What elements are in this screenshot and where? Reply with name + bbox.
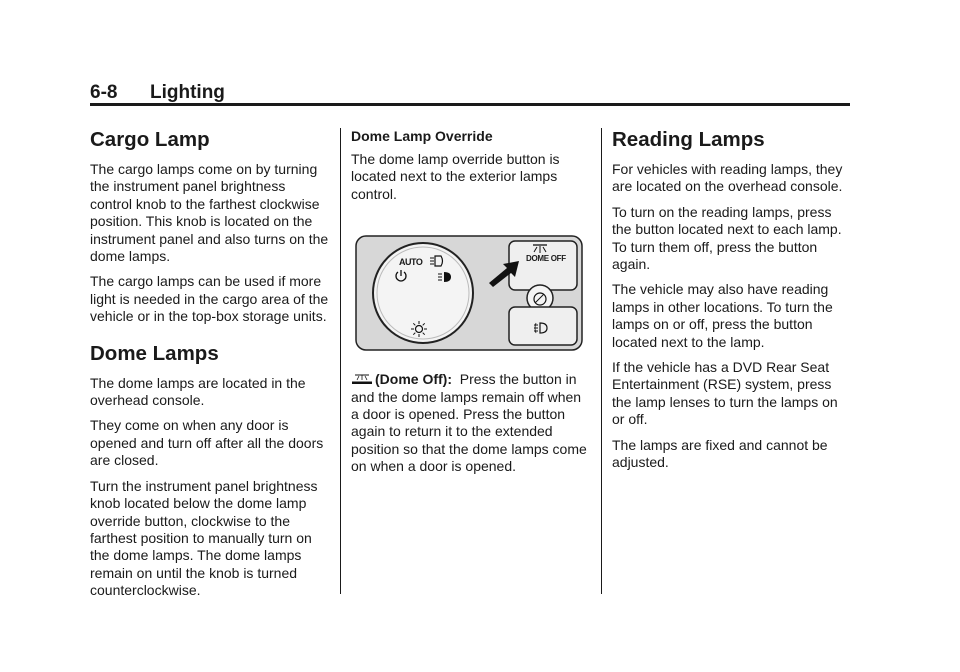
column-right: [612, 128, 852, 480]
cargo-lamp-heading: Cargo Lamp: [90, 128, 210, 151]
reading-lamps-paragraph: The vehicle may also have reading lamps in other locations. To turn the lamps on or off, press the button located next to the lamp.: [612, 281, 833, 350]
column-divider: [601, 128, 602, 594]
lighting-control-figure: [351, 211, 591, 361]
brightness-sun-icon: [411, 321, 427, 337]
front-fog-lamp-icon: [533, 321, 549, 335]
dome-off-icon: [351, 373, 373, 385]
cargo-lamp-paragraph: The cargo lamps come on by turning the instrument panel brightness control knob to the farthest clockwise position. This knob is located on the instrument panel and also turns on the dome lamps.: [90, 161, 329, 265]
dome-override-intro: The dome lamp override button is located next to the exterior lamps control.: [351, 151, 560, 202]
header-rule: [90, 103, 850, 106]
dome-lamp-icon: [532, 242, 548, 254]
reading-lamps-paragraph: For vehicles with reading lamps, they are located on the overhead console.: [612, 161, 843, 195]
column-divider: [340, 128, 341, 594]
page-number: 6-8: [90, 82, 118, 103]
arrow-icon: [487, 259, 521, 287]
cargo-lamp-paragraph: The cargo lamps can be used if more light is needed in the cargo area of the vehicle or in the top-box storage units.: [90, 273, 329, 325]
section-title: Lighting: [150, 82, 225, 103]
column-middle: [351, 128, 591, 484]
reading-lamps-heading: Reading Lamps: [612, 128, 765, 151]
dome-lamps-paragraph: Turn the instrument panel brightness knob located below the dome lamp override button, clockwise to the farthest position to manually turn on the dome lamps. The dome lamps remain on until the knob is turned counterclockwise.: [90, 477, 318, 599]
dome-lamps-heading: Dome Lamps: [90, 341, 219, 365]
dome-off-description: [351, 371, 591, 475]
dome-off-text: Press the button in and the dome lamps remain off when a door is opened. Press the button again to return it to the extended position so that the dome lamps come on when a door is opened.: [351, 371, 587, 475]
dome-lamps-paragraph: They come on when any door is opened and turn off after all the doors are closed.: [90, 417, 324, 469]
dome-lamps-paragraph: The dome lamps are located in the overhead console.: [90, 374, 306, 409]
dome-off-label-inline: (Dome Off):: [375, 371, 452, 388]
reading-lamps-paragraph: The lamps are fixed and cannot be adjusted.: [612, 436, 828, 471]
headlamp-icon: [437, 271, 453, 283]
power-icon: [394, 269, 408, 283]
column-left: [90, 128, 330, 608]
reading-lamps-paragraph: If the vehicle has a DVD Rear Seat Entertainment (RSE) system, press the lamp lenses to turn the lamps on or off.: [612, 359, 838, 428]
fog-lamp-icon: [429, 255, 445, 267]
dome-override-heading: Dome Lamp Override: [351, 128, 493, 144]
dome-off-label: DOME OFF: [526, 254, 566, 264]
dimmer-thumbwheel-icon: [531, 290, 549, 308]
reading-lamps-paragraph: To turn on the reading lamps, press the button located next to each lamp. To turn them off, press the button again.: [612, 203, 842, 273]
auto-label: AUTO: [399, 257, 423, 268]
